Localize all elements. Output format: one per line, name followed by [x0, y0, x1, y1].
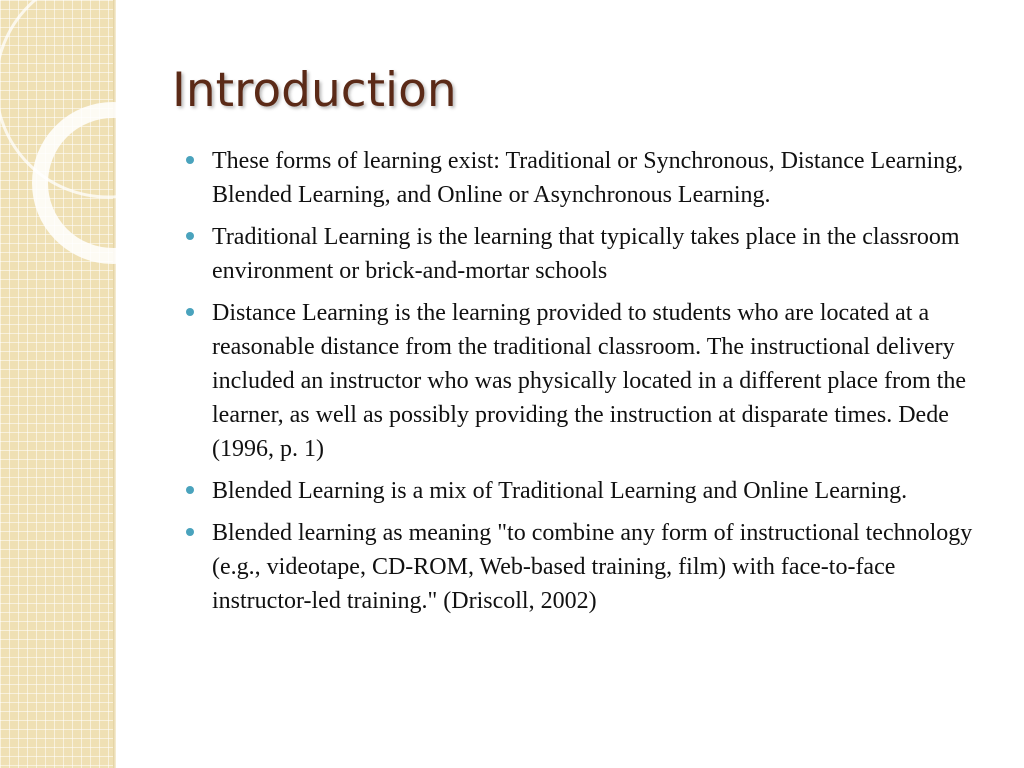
round-bullet-icon: [186, 486, 194, 494]
bullet-item: [186, 220, 996, 288]
bullet-list: [186, 144, 996, 626]
round-bullet-icon: [186, 232, 194, 240]
bullet-item: [186, 474, 996, 508]
bullet-text: These forms of learning exist: Traditional or Synchronous, Distance Learning, Blended Learning, and Online or Asynchronous Learning.: [212, 148, 964, 208]
bullet-item: [186, 296, 996, 466]
bullet-text: Blended Learning is a mix of Traditional Learning and Online Learning.: [212, 478, 908, 504]
bullet-text: Distance Learning is the learning provided to students who are located at a reasonable distance from the traditional classroom. The instructional delivery included an instructor who was physically located in a different place from the learner, as well as possibly providing the instruction at disparate times. Dede (1996, p. 1): [212, 300, 966, 462]
bullet-text: Blended learning as meaning "to combine any form of instructional technology (e.g., videotape, CD-ROM, Web-based training, film) with face-to-face instructor-led training." (Driscoll, 2002): [212, 520, 973, 614]
round-bullet-icon: [186, 308, 194, 316]
bullet-text: Traditional Learning is the learning that typically takes place in the classroom environment or brick-and-mortar schools: [212, 224, 960, 284]
round-bullet-icon: [186, 156, 194, 164]
round-bullet-icon: [186, 528, 194, 536]
bullet-item: [186, 144, 996, 212]
slide-title: Introduction: [172, 63, 457, 118]
bullet-item: [186, 516, 996, 618]
